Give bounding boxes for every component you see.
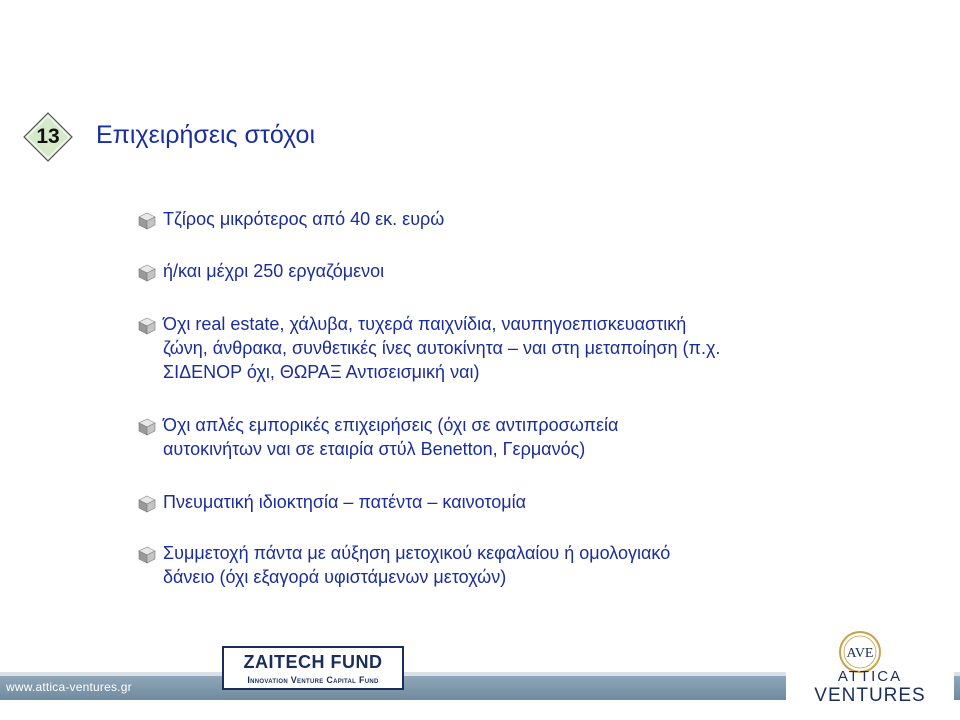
zaitech-fund-logo <box>222 646 404 690</box>
zaitech-fund-name: ZAITECH FUND <box>243 652 383 672</box>
website-link[interactable]: www.attica-ventures.gr <box>6 680 132 694</box>
list-item-text: Τζίρος μικρότερος από 40 εκ. ευρώ <box>163 209 445 229</box>
list-item <box>136 490 936 514</box>
list-item <box>136 312 936 384</box>
list-item <box>136 413 936 461</box>
list-item <box>136 259 936 283</box>
zaitech-fund-tagline: Innovation Venture Capital Fund <box>247 675 379 685</box>
list-item-text-line: δάνειο (όχι εξαγορά υφιστάμενων μετοχών) <box>163 567 507 587</box>
cube-bullet-icon <box>136 493 158 515</box>
attica-monogram-text: AVE <box>846 646 874 661</box>
attica-ventures-text: VENTURES <box>814 685 926 706</box>
list-item-text-line: Όχι απλές εμπορικές επιχειρήσεις (όχι σε αντιπροσωπεία <box>163 415 619 435</box>
list-item <box>136 541 936 589</box>
slide-number: 13 <box>36 125 60 148</box>
cube-bullet-icon <box>136 315 158 337</box>
list-item-text: Πνευματική ιδιοκτησία – πατέντα – καινοτομία <box>163 492 527 512</box>
cube-bullet-icon <box>136 544 158 566</box>
slide-number-badge <box>22 111 74 163</box>
cube-bullet-icon <box>136 210 158 232</box>
list-item-text-line: Όχι real estate, χάλυβα, τυχερά παιχνίδια, ναυπηγοεπισκευαστική <box>163 314 687 334</box>
list-item-text-line: ζώνη, άνθρακα, συνθετικές ίνες αυτοκίνητα – ναι στη μεταποίηση (π.χ. <box>163 338 721 358</box>
list-item-text-line: ΣΙΔΕΝΟΡ όχι, ΘΩΡΑΞ Αντισεισμική ναι) <box>163 362 480 382</box>
attica-name: ATTICA <box>837 668 903 685</box>
page-title: Επιχειρήσεις στόχοι <box>96 121 315 149</box>
list-item-text: ή/και μέχρι 250 εργαζόμενοι <box>163 261 385 281</box>
cube-bullet-icon <box>136 416 158 438</box>
list-item-text-line: αυτοκινήτων ναι σε εταιρία στύλ Benetton, Γερμανός) <box>163 439 586 459</box>
list-item-text-line: Συμμετοχή πάντα με αύξηση μετοχικού κεφαλαίου ή ομολογιακό <box>163 543 671 563</box>
cube-bullet-icon <box>136 262 158 284</box>
list-item <box>136 207 936 231</box>
